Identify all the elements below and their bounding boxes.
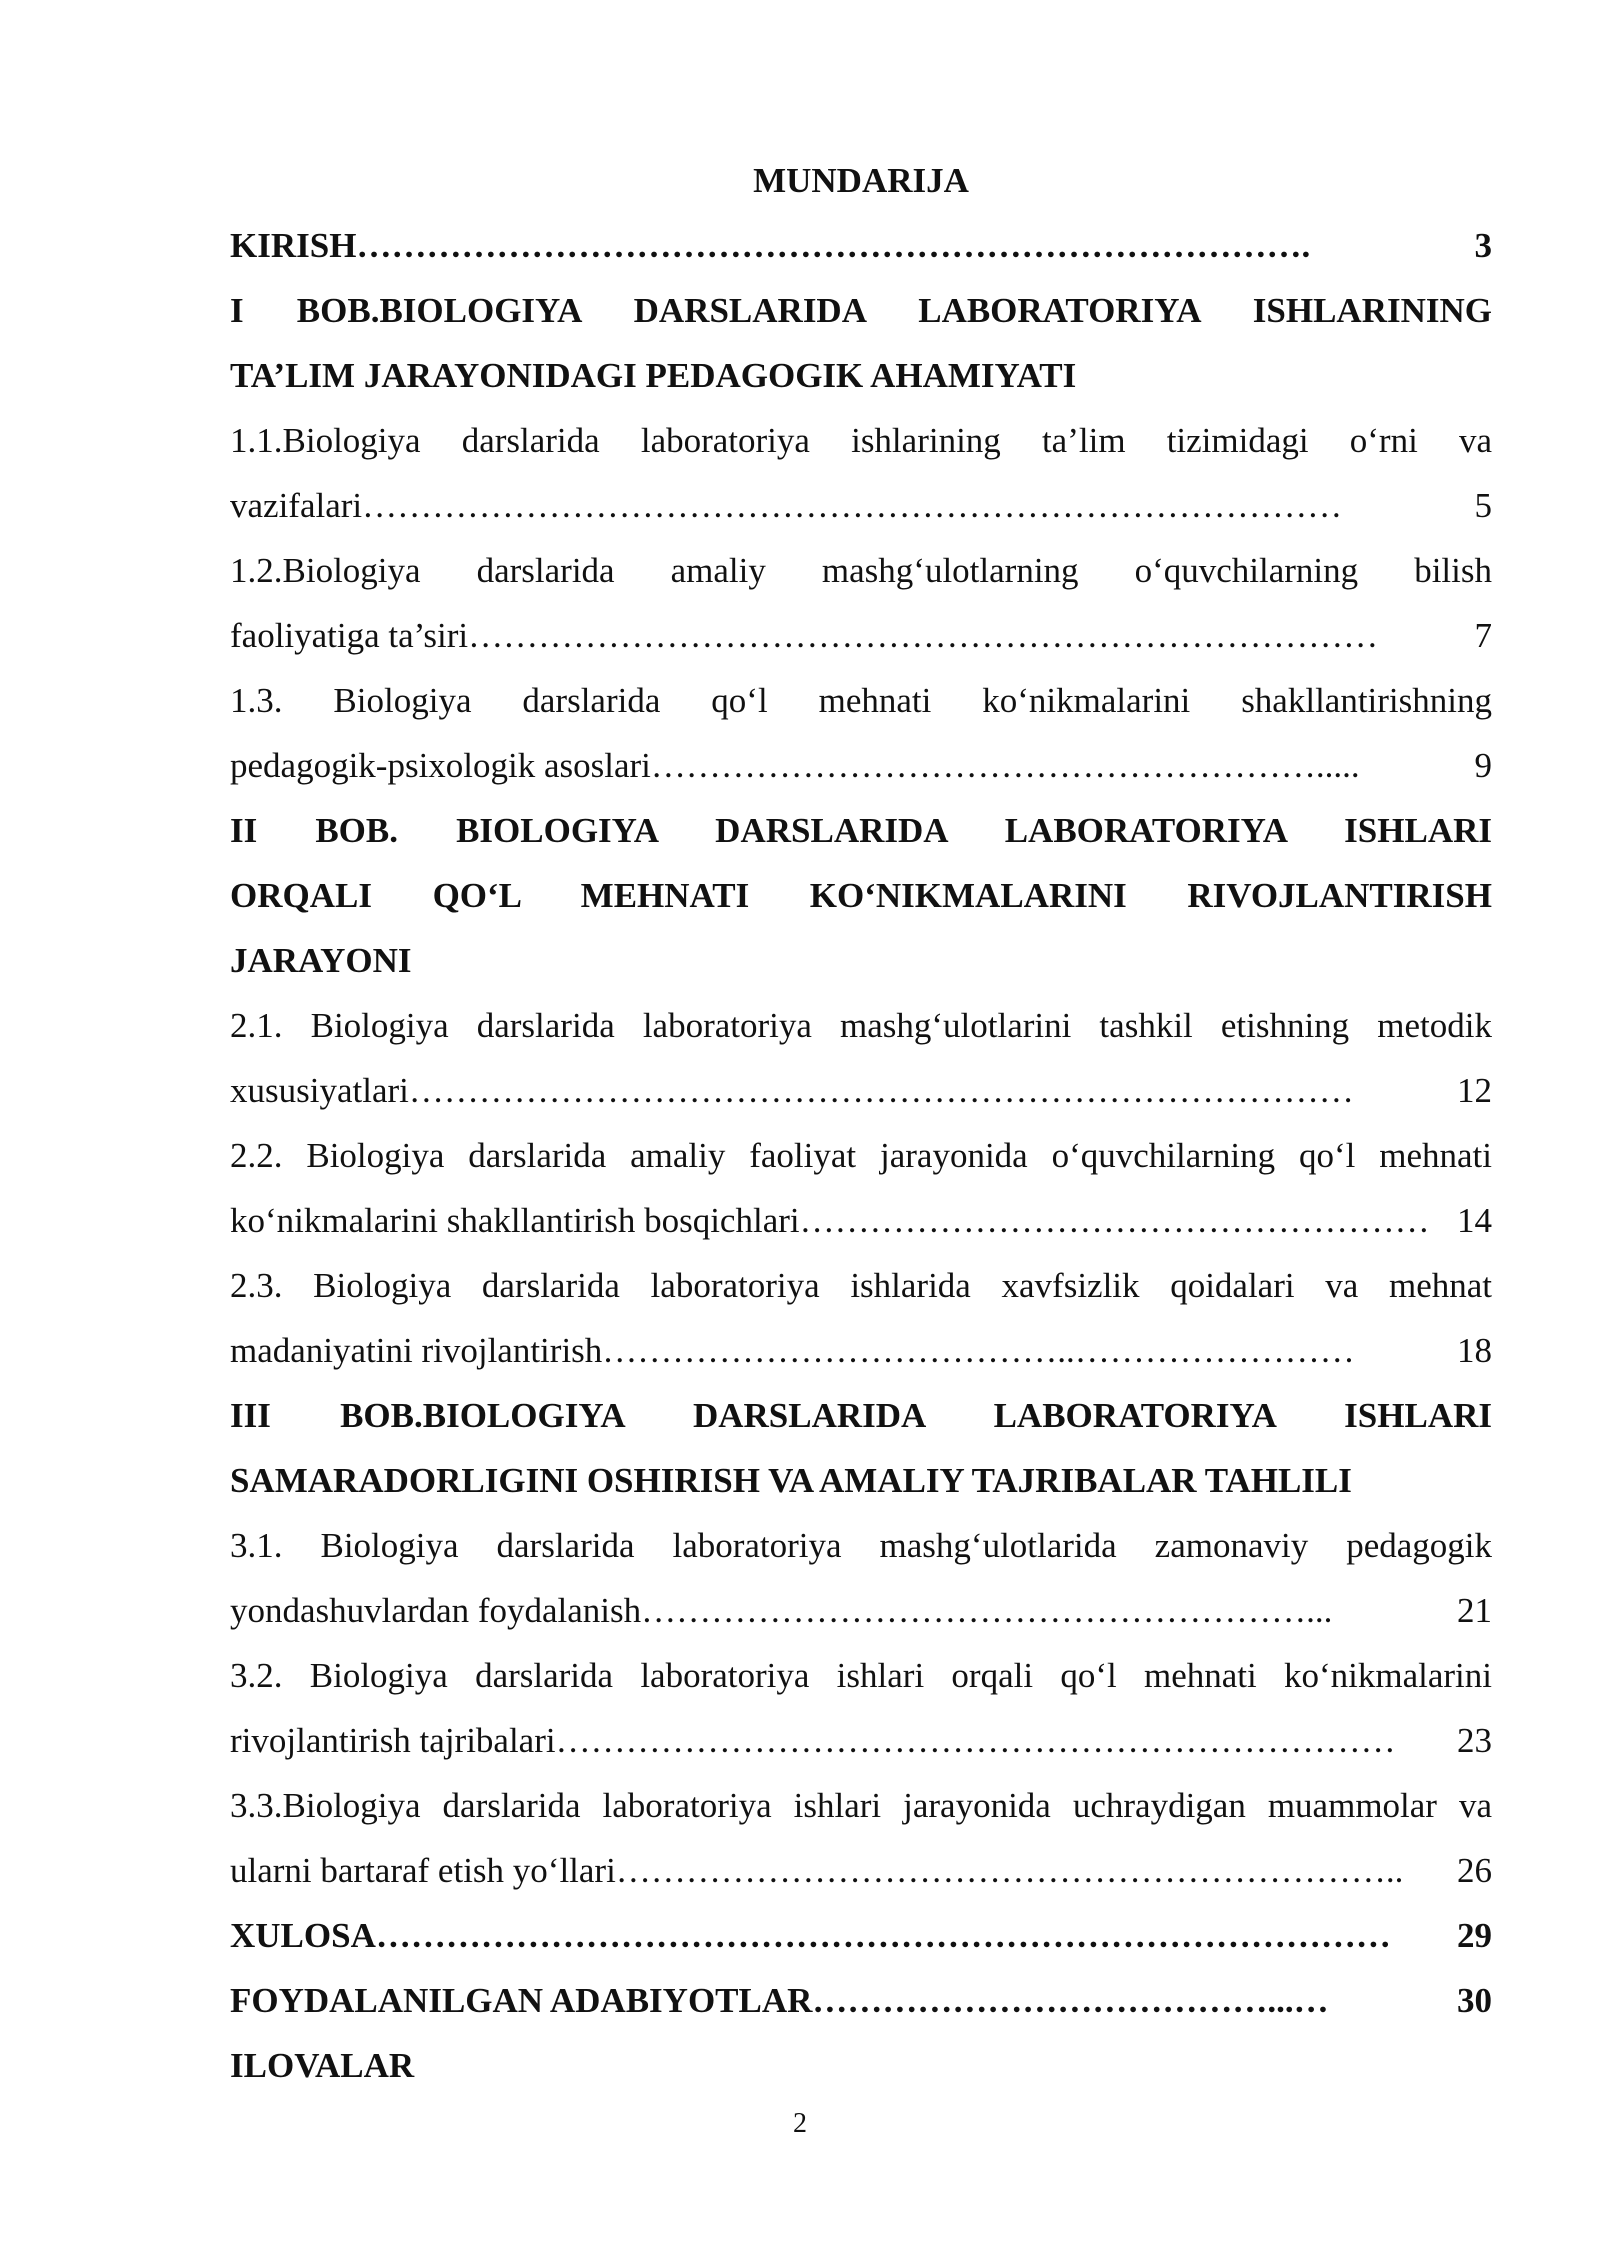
toc-entry-1-2[interactable] [230,538,1492,668]
toc-entry-label: XULOSA [230,1916,376,1955]
toc-entry-3-2[interactable] [230,1643,1492,1773]
toc-entry-label: yondashuvlardan foydalanish [230,1591,642,1630]
toc-chapter-3[interactable] [230,1383,1492,1513]
toc-page-number: 23 [1457,1721,1492,1760]
toc-entry-label: 3.2. Biologiya darslarida laboratoriya ishlari orqali qo‘l mehnati ko‘nikmalarini [230,1656,1492,1695]
toc-entry-2-1[interactable] [230,993,1492,1123]
toc-leader-dots: …………………………………...… [812,1981,1329,2020]
toc-leader-dots: ………………………………………………………………………. [356,226,1311,265]
toc-entry-label: ko‘nikmalarini shakllantirish bosqichlari [230,1201,800,1240]
toc-page-number: 21 [1457,1591,1492,1630]
toc-entry-3-3[interactable] [230,1773,1492,1903]
toc-entry-label: vazifalari [230,486,363,525]
toc-entry-label: 3.1. Biologiya darslarida laboratoriya mashg‘ulotlarida zamonaviy pedagogik [230,1526,1492,1565]
toc-chapter-2[interactable] [230,798,1492,993]
toc-page-number: 18 [1457,1331,1492,1370]
toc-entry-label: rivojlantirish tajribalari [230,1721,556,1760]
toc-leader-dots: …………………………………………………………………… [468,616,1379,655]
toc-chapter-title-line: I BOB.BIOLOGIYA DARSLARIDA LABORATORIYA ISHLARINING [230,291,1492,330]
toc-leader-dots: …………………………………………………………………………… [375,1916,1391,1955]
toc-page-number: 29 [1457,1916,1492,1955]
toc-leader-dots: ……………………………………………… [799,1201,1430,1240]
toc-chapter-1[interactable] [230,278,1492,408]
toc-leader-dots: …………………………………..…………………… [602,1331,1355,1370]
toc-page-number: 3 [1474,226,1492,265]
toc-page-number: 5 [1474,486,1492,525]
toc-leader-dots: ………………………………………………………….. [615,1851,1404,1890]
toc-entry-appendices[interactable]: ILOVALAR [230,2046,415,2085]
toc-chapter-title-line: SAMARADORLIGINI OSHIRISH VA AMALIY TAJRIBALAR TAHLILI [230,1461,1352,1500]
toc-entry-label: xususiyatlari [230,1071,409,1110]
page-title: MUNDARIJA [753,161,969,200]
toc-entry-kirish[interactable] [230,213,1492,278]
toc-entry-xulosa[interactable] [230,1903,1492,1968]
toc-entry-label: pedagogik-psixologik asoslari [230,746,651,785]
page-number: 2 [793,2108,807,2139]
table-of-contents [230,148,1492,2098]
toc-leader-dots: …………………………………………………..... [650,746,1360,785]
toc-entry-2-2[interactable] [230,1123,1492,1253]
toc-entry-references[interactable] [230,1968,1492,2033]
toc-page-number: 30 [1457,1981,1492,2020]
toc-entry-label: KIRISH [230,226,357,265]
toc-entry-2-3[interactable] [230,1253,1492,1383]
toc-leader-dots: ……………………………………………………………………… [408,1071,1354,1110]
toc-entry-label: ularni bartaraf etish yo‘llari [230,1851,616,1890]
toc-entry-label: 2.2. Biologiya darslarida amaliy faoliyat jarayonida o‘quvchilarning qo‘l mehnati [230,1136,1492,1175]
toc-page-number: 9 [1474,746,1492,785]
toc-page-number: 7 [1474,616,1492,655]
toc-entry-label: faoliyatiga ta’siri [230,616,469,655]
toc-entry-label: madaniyatini rivojlantirish [230,1331,603,1370]
toc-chapter-title-line: II BOB. BIOLOGIYA DARSLARIDA LABORATORIYA ISHLARI [230,811,1492,850]
toc-entry-1-3[interactable] [230,668,1492,798]
toc-entry-3-1[interactable] [230,1513,1492,1643]
toc-page-number: 14 [1457,1201,1492,1240]
toc-leader-dots: ………………………………………………………………………… [362,486,1343,525]
toc-chapter-title-line: JARAYONI [230,941,412,980]
toc-page-number: 26 [1457,1851,1492,1890]
toc-entry-label: 3.3.Biologiya darslarida laboratoriya ishlari jarayonida uchraydigan muammolar va [230,1786,1492,1825]
toc-chapter-title-line: ORQALI QO‘L MEHNATI KO‘NIKMALARINI RIVOJLANTIRISH [230,876,1492,915]
toc-entry-1-1[interactable] [230,408,1492,538]
toc-leader-dots: ……………………………………………………………… [555,1721,1396,1760]
toc-entry-label: 1.2.Biologiya darslarida amaliy mashg‘ulotlarning o‘quvchilarning bilish [230,551,1492,590]
toc-entry-label: 1.3. Biologiya darslarida qo‘l mehnati ko‘nikmalarini shakllantirishning [230,681,1492,720]
toc-entry-label: 2.1. Biologiya darslarida laboratoriya mashg‘ulotlarini tashkil etishning metodik [230,1006,1492,1045]
toc-chapter-title-line: TA’LIM JARAYONIDAGI PEDAGOGIK AHAMIYATI [230,356,1077,395]
toc-leader-dots: …………………………………………………... [641,1591,1333,1630]
toc-chapter-title-line: III BOB.BIOLOGIYA DARSLARIDA LABORATORIYA ISHLARI [230,1396,1492,1435]
toc-entry-label: 1.1.Biologiya darslarida laboratoriya ishlarining ta’lim tizimidagi o‘rni va [230,421,1492,460]
toc-entry-label: FOYDALANILGAN ADABIYOTLAR [230,1981,813,2020]
toc-page-number: 12 [1457,1071,1492,1110]
toc-entry-label: 2.3. Biologiya darslarida laboratoriya ishlarida xavfsizlik qoidalari va mehnat [230,1266,1492,1305]
